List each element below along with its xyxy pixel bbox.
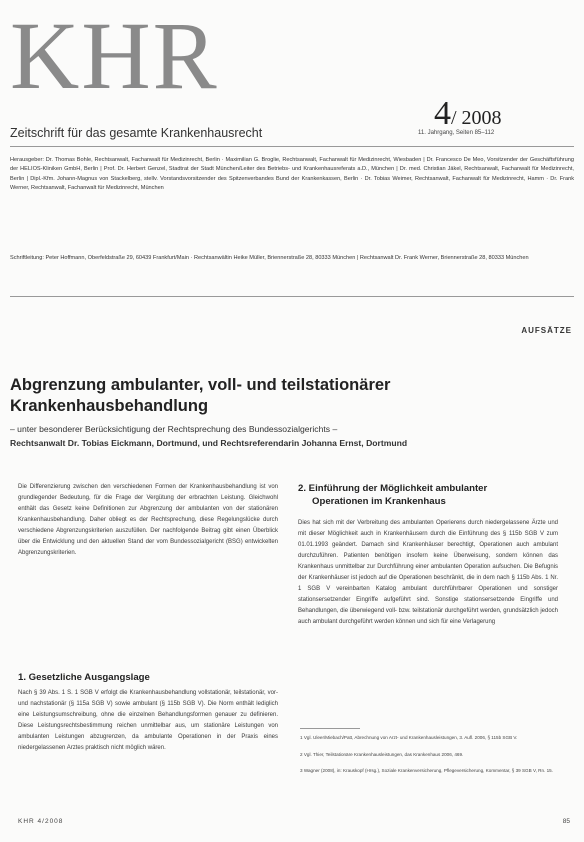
issue-year: / 2008 <box>451 107 502 129</box>
article-title: Abgrenzung ambulanter, voll- und teilstationärer Krankenhausbehandlung <box>10 376 391 415</box>
section1-heading: 1. Gesetzliche Ausgangslage <box>18 672 150 683</box>
footnote: 1 Vgl. Uleer/Miebach/Patt, Abrechnung von Arzt- und Krankenhausleistungen, 3. Aufl. 2006, § 115b SGB V. <box>300 735 518 740</box>
volume-pages: 11. Jahrgang, Seiten 85–112 <box>418 130 495 136</box>
editorial-office-block: Schriftleitung: Peter Hoffmann, Oberfeldstraße 29, 60439 Frankfurt/Main · Rechtsanwältin Heike Müller, Briennerstraße 28, 80333 München | Rechtsanwalt Dr. Frank Werner, Briennerstraße 28, 80333 München <box>10 255 529 261</box>
section-label: AUFSÄTZE <box>521 326 572 335</box>
divider-bottom <box>10 296 574 297</box>
section2-text: Dies hat sich mit der Verbreitung des ambulanten Operierens durch niedergelassene Ärzte und mit dieser Möglichkeit auch in Krankenhäusern durch die Einführung des § 115b SGB V zum 01.01.1993 geändert. Damach sind Krankenhäuser berechtigt, Operationen auch ambulant durchzuführen. Patienten benötigen insofern keine Überweisung, sondern können das Krankenhaus unmittelbar zur Durchführung einer ambulanten Operation aufsuchen. Die Befugnis der Krankenhäuser ist jedoch auf die Operationen beschränkt, die in dem nach § 115b Abs. 1 Nr. 1 SGB V vereinbarten Katalog ambulant durchführbarer Operationen und sonstiger stationsersetzender Eingriffe aufgeführt sind. Sonstige stationsersetzende Eingriffe und Behandlungen, die überwiegend voll- bzw. teilstationär durchgeführt werden, grundsätzlich jedoch auch ambulant durchgeführt werden können und sich für eine Verlagerung <box>298 520 558 625</box>
section1-text: Nach § 39 Abs. 1 S. 1 SGB V erfolgt die Krankenhausbehandlung vollstationär, teilstationär, vor- und nachstationär (§ 115a SGB V) sowie ambulant (§ 115b SGB V). Die Norm enthält lediglich eine Leistungsumschreibung, ohne die einzelnen Behandlungsformen genauer zu definieren. Diese Leistungsrechtsbestimmung reichen unmittelbar aus, um stationäre Leistungen von ambulanten Leistungen abzugrenzen, da ambulante Operationen in der Praxis eines niedergelassenen Arztes praktisch nicht möglich wären. <box>18 690 278 751</box>
footnote: 2 Vgl. Thier, Teilstationäre Krankenhausleistungen, das Krankenhaus 2006, 469. <box>300 752 464 757</box>
page-number: 85 <box>562 818 570 825</box>
article-intro: Die Differenzierung zwischen den verschiedenen Formen der Krankenhausbehandlung ist von grundlegender Bedeutung, für die Frage der Vergütung der erbrachten Leistung. Gleichwohl enthält das Gesetz keine Definitionen zur Abgrenzung der ambulanten von der stationären Krankenhausbehandlung. Daher obliegt es der Rechtsprechung, diese Regelungslücke durch verschiedene Abgrenzungskriterien auszufüllen. Der nachfolgende Beitrag gibt einen Überblick über die Entwicklung und den aktuellen Stand der vom Bundessozialgericht (BSG) entwickelten Abgrenzungskriterien. <box>18 484 278 556</box>
article-subtitle: – unter besonderer Berücksichtigung der Rechtsprechung des Bundessozialgerichts – <box>10 424 338 434</box>
article-authors: Rechtsanwalt Dr. Tobias Eickmann, Dortmund, und Rechtsreferendarin Johanna Ernst, Dortmund <box>10 438 408 448</box>
editors-block: Herausgeber: Dr. Thomas Bohle, Rechtsanwalt, Fachanwalt für Medizinrecht, Berlin · Maximilian G. Broglie, Rechtsanwalt, Fachanwalt für Medizinrecht, Wiesbaden | Dr. Francesco De Meo, Vorsitzender der Geschäftsführung der HELIOS-Kliniken GmbH, Berlin | Prof. Dr. Herbert Genzel, Stadtrat der Stadt München/Leiter des Betriebs- und Krankenhausreferats a.D., München | Dr. med. Christian Jäkel, Rechtsanwalt, Fachanwalt für Medizinrecht, Berlin | Dipl.-Kfm. Johann-Magnus von Stackelberg, stellv. Vorstandsvorsitzender des Spitzenverbandes Bund der Krankenkassen, Berlin · Dr. Tobias Weimer, Rechtsanwalt, Fachanwalt für Medizinrecht, Hamm · Dr. Frank Werner, Rechtsanwalt, Fachanwalt für Medizinrecht, München <box>10 157 574 192</box>
issue-no: 4 <box>434 95 451 132</box>
journal-subtitle: Zeitschrift für das gesamte Krankenhausrecht <box>10 126 263 140</box>
footnote: 3 Wagner (2008), in: Krauskopf (Hrsg.), Soziale Krankenversicherung, Pflegeversicherung, Kommentar, § 39 SGB V, Rn. 15. <box>300 768 553 773</box>
issue-number <box>434 95 502 133</box>
divider-top <box>10 146 574 147</box>
journal-logo: KHR <box>10 2 219 109</box>
footnote-divider <box>300 728 360 729</box>
section2-heading-cont: Operationen im Krankenhaus <box>312 496 446 507</box>
footer-journal: KHR 4/2008 <box>18 818 64 825</box>
section2-heading: 2. Einführung der Möglichkeit ambulanter <box>298 483 488 494</box>
